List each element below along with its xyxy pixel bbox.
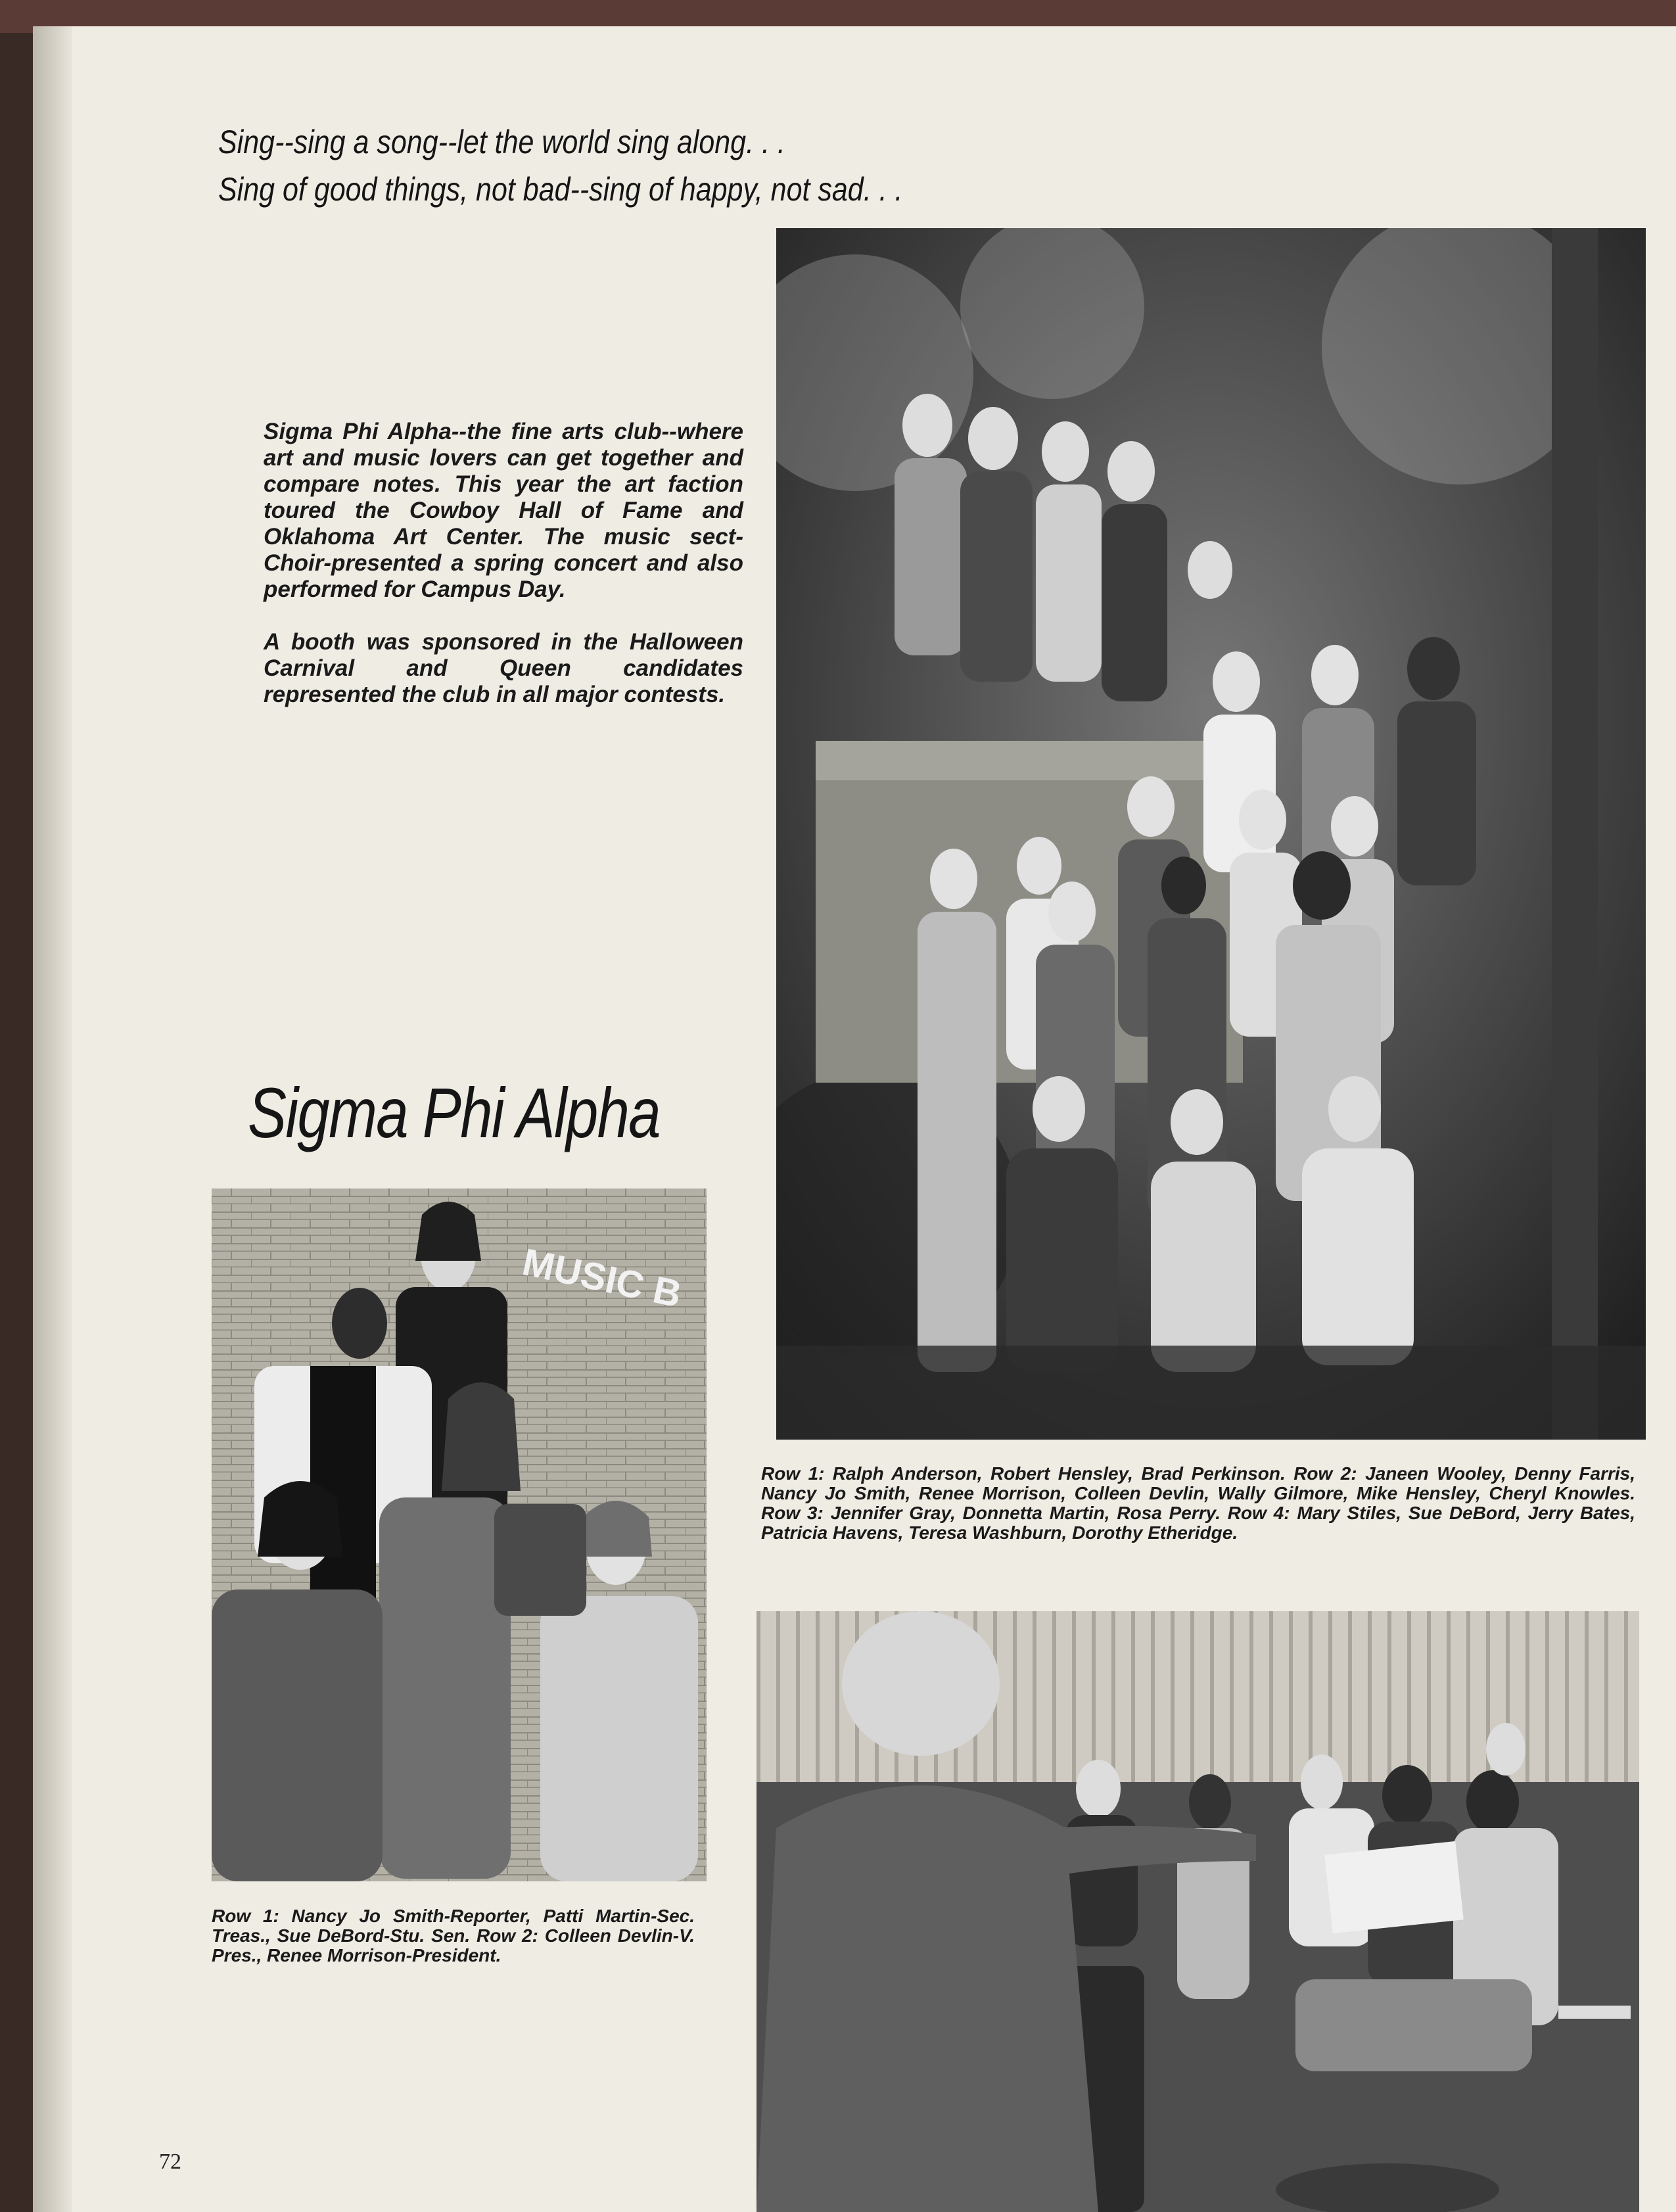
building-sign-text: MUSIC B [519, 1240, 686, 1316]
club-title: Sigma Phi Alpha [248, 1073, 660, 1152]
yearbook-page [33, 26, 1676, 2212]
group-caption: Row 1: Ralph Anderson, Robert Hensley, Brad Perkinson. Row 2: Janeen Wooley, Denny Farris, Nancy Jo Smith, Renee Morrison, Colleen Devlin, Wally Gilmore, Mike Hensley, Cheryl Knowles. Row 3: Jennifer Gray, Donnetta Martin, Rosa Perry. Row 4: Mary Stiles, Sue DeBord, Jerry Bates, Patricia Havens, Teresa Washburn, Dorothy Etheridge. [761, 1463, 1635, 1543]
choir-photo-image [757, 1611, 1639, 2212]
officers-caption: Row 1: Nancy Jo Smith-Reporter, Patti Martin-Sec. Treas., Sue DeBord-Stu. Sen. Row 2: Colleen Devlin-V. Pres., Renee Morrison-President. [212, 1906, 695, 1965]
choir-photo [757, 1611, 1639, 2212]
page-number: 72 [159, 2150, 181, 2174]
group-photo-image [776, 228, 1646, 1440]
intro-paragraph-1: Sigma Phi Alpha--the fine arts club--where art and music lovers can get together and compare notes. This year the art faction toured the Cowboy Hall of Fame and Oklahoma Art Center. The music sect-Choir-presented a spring concert and also performed for Campus Day. [264, 419, 743, 602]
officers-photo [212, 1188, 707, 1881]
intro-paragraph-2: A booth was sponsored in the Halloween Carnival and Queen candidates represented the club in all major contests. [264, 629, 743, 707]
officers-photo-image [212, 1188, 707, 1881]
verse-line-1: Sing--sing a song--let the world sing along. . . [218, 124, 785, 160]
verse-line-2: Sing of good things, not bad--sing of happy, not sad. . . [218, 171, 903, 208]
page-spine-shadow [33, 26, 72, 2212]
intro-text [264, 419, 743, 708]
group-photo [776, 228, 1646, 1440]
